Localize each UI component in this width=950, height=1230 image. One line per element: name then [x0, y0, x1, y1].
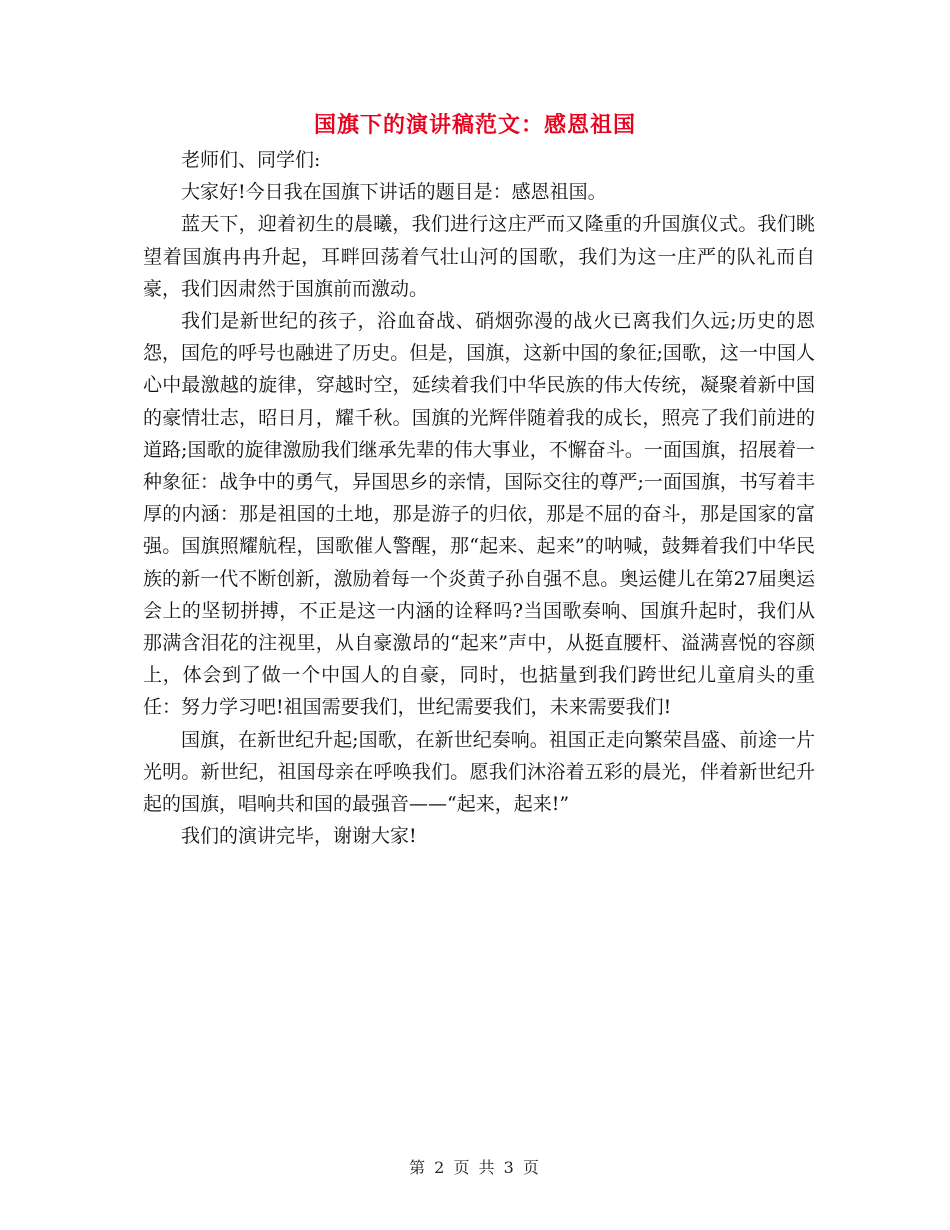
- paragraph-new-century: 国旗，在新世纪升起;国歌，在新世纪奏响。祖国正走向繁荣昌盛、前途一片光明。新世纪，祖国母亲在呼唤我们。愿我们沐浴着五彩的晨光，伴着新世纪升起的国旗，唱响共和国的最强音——“起来，起来!”: [143, 728, 815, 816]
- paragraph-closing: 我们的演讲完毕，谢谢大家!: [181, 825, 417, 848]
- paragraph-topic: 大家好!今日我在国旗下讲话的题目是：感恩祖国。: [181, 181, 607, 204]
- page-footer: 第 2 页 共 3 页: [409, 1158, 541, 1177]
- paragraph-main: 我们是新世纪的孩子，浴血奋战、硝烟弥漫的战火已离我们久远;历史的恩怨，国危的呼号也融进了历史。但是，国旗，这新中国的象征;国歌，这一中国人心中最激越的旋律，穿越时空，延续着我们中华民族的伟大传统，凝聚着新中国的豪情壮志，昭日月，耀千秋。国旗的光辉伴随着我的成长，照亮了我们前进的道路;国歌的旋律激励我们继承先辈的伟大事业，不懈奋斗。一面国旗，招展着一种象征：战争中的勇气，异国思乡的亲情，国际交往的尊严;一面国旗，书写着丰厚的内涵：那是祖国的土地，那是游子的归依，那是不屈的奋斗，那是国家的富强。国旗照耀航程，国歌催人警醒，那“起来、起来”的呐喊，鼓舞着我们中华民族的新一代不断创新，激励着每一个炎黄子孙自强不息。奥运健儿在第27届奥运会上的坚韧拼搏，不正是这一内涵的诠释吗?当国歌奏响、国旗升起时，我们从那满含泪花的注视里，从自豪激昂的“起来”声中，从挺直腰杆、溢满喜悦的容颜上，体会到了做一个中国人的自豪，同时，也掂量到我们跨世纪儿童肩头的重任：努力学习吧!祖国需要我们，世纪需要我们，未来需要我们!: [143, 310, 815, 719]
- document-title: 国旗下的演讲稿范文：感恩祖国: [313, 112, 636, 138]
- document-body: [143, 144, 815, 852]
- paragraph-greeting: 老师们、同学们:: [181, 149, 321, 171]
- paragraph-ceremony: 蓝天下，迎着初生的晨曦，我们进行这庄严而又隆重的升国旗仪式。我们眺望着国旗冉冉升起，耳畔回荡着气壮山河的国歌，我们为这一庄严的队礼而自豪，我们因肃然于国旗前而激动。: [143, 213, 815, 300]
